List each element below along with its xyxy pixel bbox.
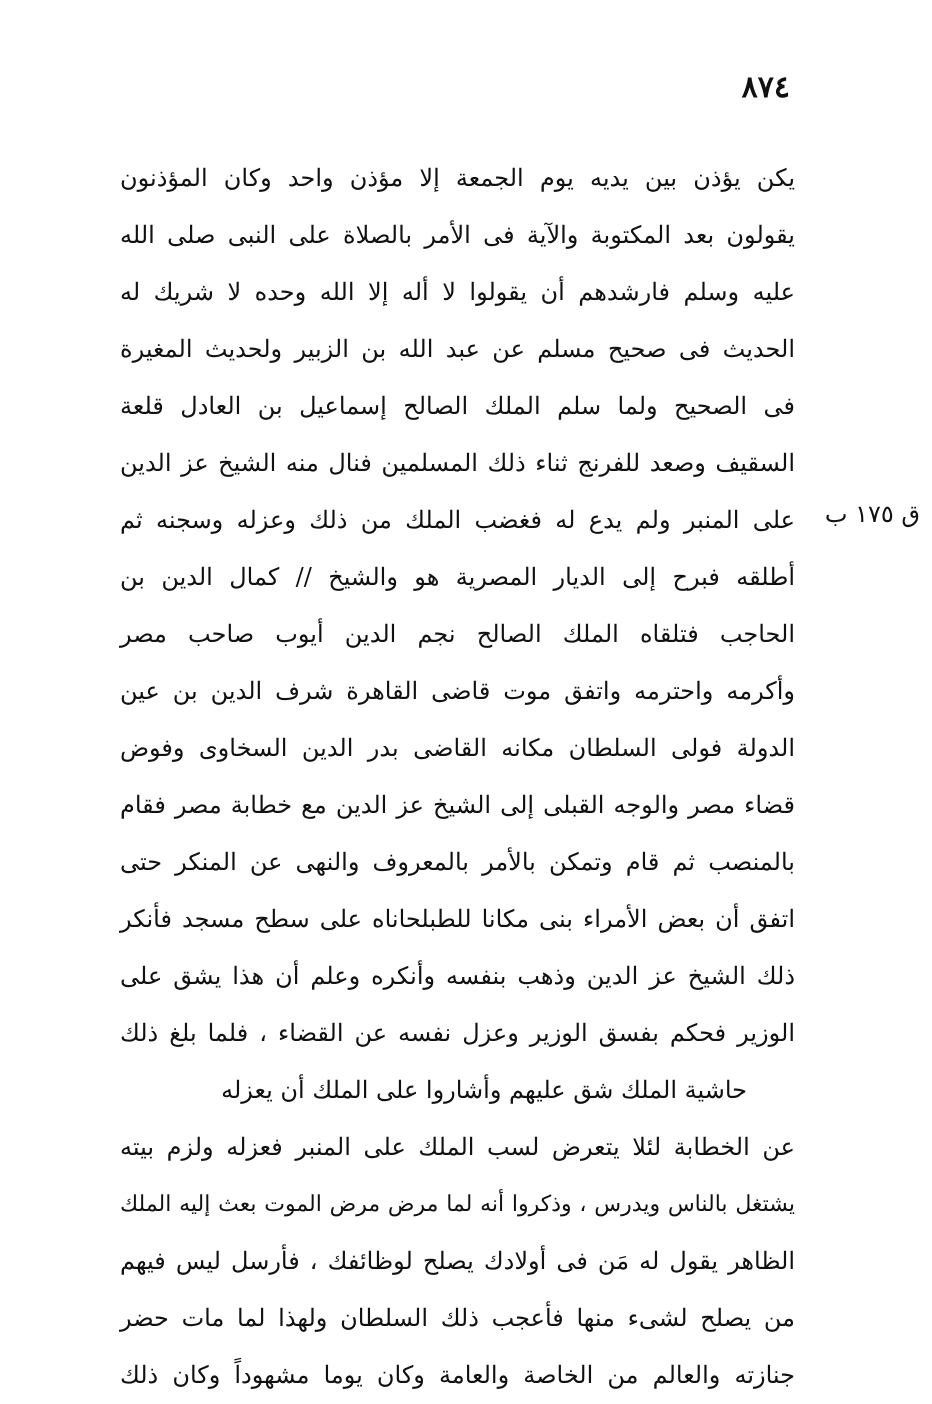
text-line: حاشية الملك شق عليهم وأشاروا على الملك أن يعزله <box>221 1076 747 1104</box>
text-line: الحاجب فتلقاه الملك الصالح نجم الدين أيوب صاحب مصر <box>120 620 795 648</box>
text-line: جنازته والعالم من الخاصة والعامة وكان يوما مشهوداً وكان ذلك <box>120 1361 795 1389</box>
text-line: قضاء مصر والوجه القبلى إلى الشيخ عز الدين مع خطابة مصر فقام <box>120 791 795 819</box>
text-line: الوزير فحكم بفسق الوزير وعزل نفسه عن القضاء ، فلما بلغ ذلك <box>120 1019 795 1047</box>
text-line: على المنبر ولم يدع له فغضب الملك من ذلك وعزله وسجنه ثم <box>120 506 796 534</box>
text-line: الحديث فى صحيح مسلم عن عبد الله بن الزبير ولحديث المغيرة <box>120 335 795 363</box>
page-number: ٨٧٤ <box>741 70 790 105</box>
text-line: عليه وسلم فارشدهم أن يقولوا لا أله إلا الله وحده لا شريك له <box>120 278 795 306</box>
text-line: الظاهر يقول له مَن فى أولادك يصلح لوظائفك ، فأرسل ليس فيهم <box>120 1247 795 1275</box>
text-line: أطلقه فبرح إلى الديار المصرية هو والشيخ // كمال الدين بن <box>120 563 796 591</box>
text-line: وأكرمه واحترمه واتفق موت قاضى القاهرة شرف الدين بن عين <box>120 677 795 705</box>
text-line: بالمنصب ثم قام وتمكن بالأمر بالمعروف والنهى عن المنكر حتى <box>120 848 795 876</box>
text-line: من يصلح لشىء منها فأعجب ذلك السلطان ولهذا لما مات حضر <box>120 1304 796 1332</box>
text-line: يكن يؤذن بين يديه يوم الجمعة إلا مؤذن واحد وكان المؤذنون <box>120 164 795 192</box>
text-line: عن الخطابة لئلا يتعرض لسب الملك على المنبر فعزله ولزم بيته <box>120 1133 795 1161</box>
text-line: اتفق أن بعض الأمراء بنى مكانا للطبلحاناه على سطح مسجد فأنكر <box>120 905 795 933</box>
margin-note: ق ١٧٥ ب <box>824 500 920 528</box>
text-line: ذلك الشيخ عز الدين وذهب بنفسه وأنكره وعلم أن هذا يشق على <box>120 962 796 990</box>
text-line: الدولة فولى السلطان مكانه القاضى بدر الدين السخاوى وفوض <box>120 734 795 762</box>
text-block <box>120 150 795 1404</box>
text-line: فى الصحيح ولما سلم الملك الصالح إسماعيل بن العادل قلعة <box>120 392 795 420</box>
text-line: يقولون بعد المكتوبة والآية فى الأمر بالصلاة على النبى صلى الله <box>120 221 795 249</box>
text-line: يشتغل بالناس ويدرس ، وذكروا أنه لما مرض مرض الموت بعث إليه الملك <box>120 1192 795 1217</box>
text-line: السقيف وصعد للفرنج ثناء ذلك المسلمين فنال منه الشيخ عز الدين <box>120 449 795 477</box>
